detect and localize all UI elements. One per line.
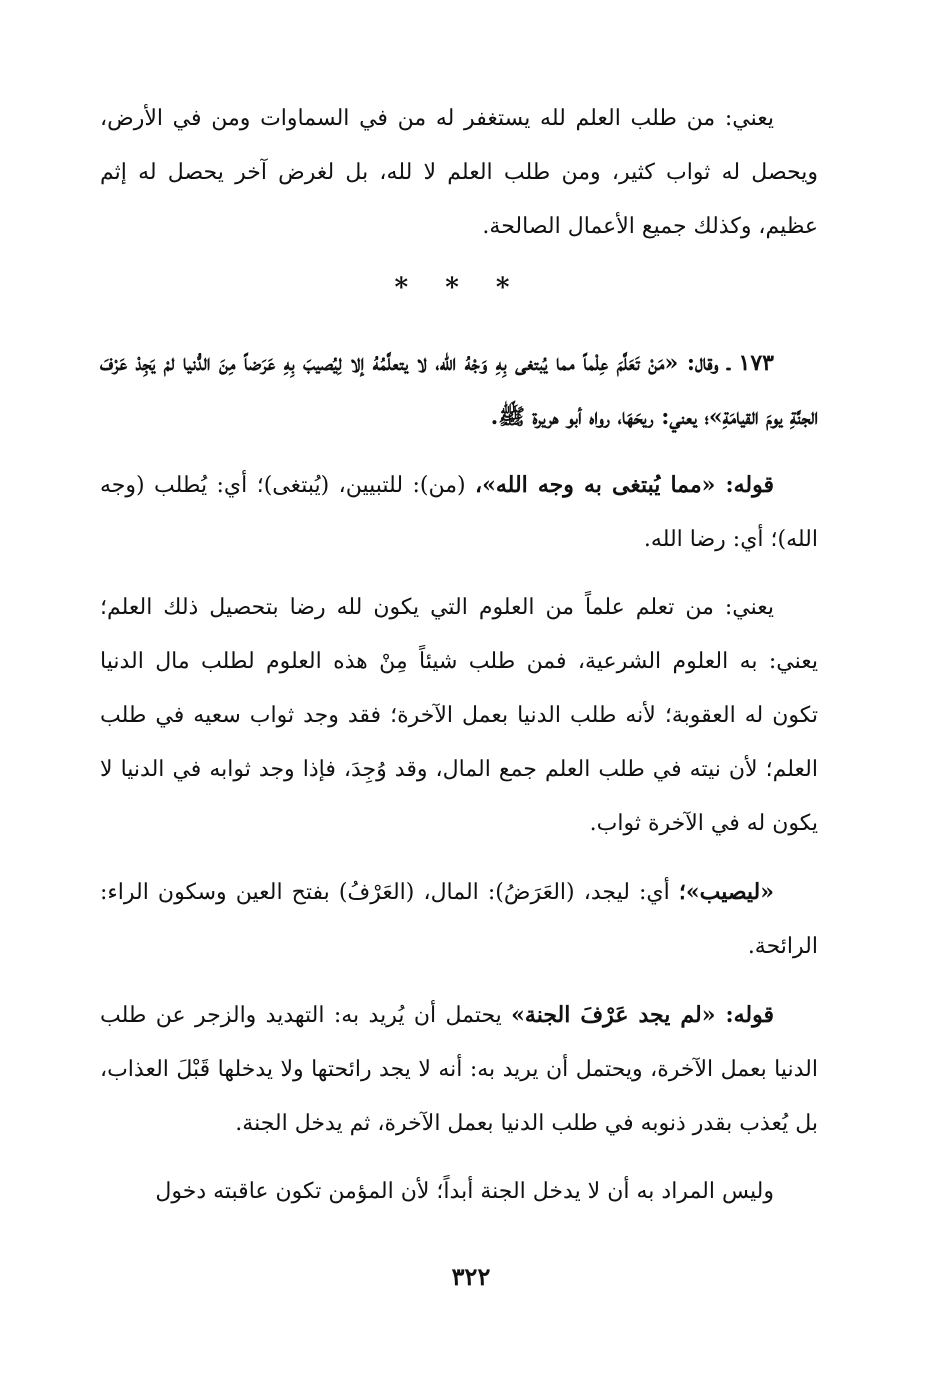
page-number: ٣٢٢	[451, 1262, 491, 1291]
paragraph-6: وليس المراد به أن لا يدخل الجنة أبداً؛ لأن المؤمن تكون عاقبته دخول	[155, 1179, 774, 1204]
section-separator-stars: * * *	[394, 273, 524, 303]
paragraph-4-text: أي: ليجد، (العَرَضُ): المال، (العَرْفُ) بفتح العين وسكون الراء: الرائحة.	[100, 880, 818, 959]
page-body	[100, 92, 818, 1233]
paragraph-3: يعني: من تعلم علماً من العلوم التي يكون لله رضا بتحصيل ذلك العلم؛ يعني: به العلوم الشرعية، فمن طلب شيئاً مِنْ هذه العلوم لطلب مال الدنيا تكون له العقوبة؛ لأنه طلب الدنيا بعمل الآخرة؛ فقد وجد ثواب سعيه في طلب العلم؛ لأن نيته في طلب العلم جمع المال، وقد وُجِدَ، فإذا وجد ثوابه في الدنيا لا يكون له في الآخرة ثواب.	[100, 595, 818, 836]
paragraph-1: يعني: من طلب العلم لله يستغفر له من في السماوات ومن في الأرض، ويحصل له ثواب كثير، ومن طلب العلم لا لله، بل لغرض آخر يحصل له إثم عظيم، وكذلك جميع الأعمال الصالحة.	[100, 106, 818, 239]
paragraph-2-text: (من): للتبيين، (يُبتغى)؛ أي: يُطلب (وجه الله)؛ أي: رضا الله.	[100, 473, 818, 552]
paragraph-4	[100, 865, 818, 974]
paragraph-2-label: قوله: «مما يُبتغى به وجه الله»،	[475, 472, 774, 498]
hadith-paragraph: ١٧٣ ـ وقال: «مَنْ تَعَلَّمَ عِلْماً مما يُبتغى بِهِ وَجْهُ الله، لا يتعلَّمُهُ إلا لِيُصيبَ بِهِ عَرَضاً مِنَ الدُّنيا لمْ يَجِدْ عَرْفَ الجنَّةِ يومَ القيامَةِ»؛ يعني: ريحَهَا، رواه أبو هريرة ﷺ.	[100, 350, 818, 430]
paragraph-5-text: يحتمل أن يُريد به: التهديد والزجر عن طلب الدنيا بعمل الآخرة، ويحتمل أن يريد به: أنه لا يجد رائحتها ولا يدخلها قَبْلَ العذاب، بل يُعذب بقدر ذنوبه في طلب الدنيا بعمل الآخرة، ثم يدخل الجنة.	[100, 1003, 818, 1136]
paragraph-2	[100, 458, 818, 567]
paragraph-5	[100, 988, 818, 1151]
paragraph-5-label: قوله: «لم يجد عَرْفَ الجنة»	[511, 1002, 774, 1028]
paragraph-4-label: «ليصيب»؛	[678, 879, 774, 905]
